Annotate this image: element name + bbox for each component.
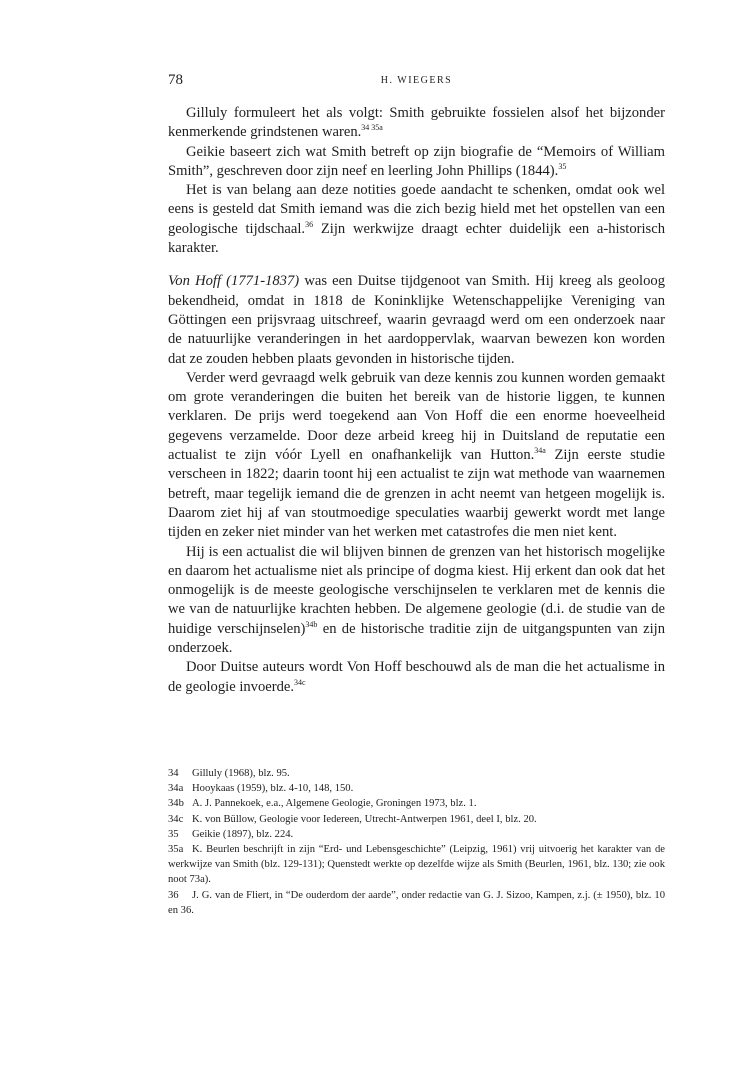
paragraph-5: Verder werd gevraagd welk gebruik van deze kennis zou kunnen worden gemaakt om grote veranderingen die buiten het bereik van de historie liggen, te kunnen verklaren. De prijs werd toegekend aan Von Hoff die een enorme hoeveelheid gegevens verzamelde. Door deze arbeid kreeg hij in Duitsland de reputatie een actualist te zijn vóór Lyell en onafhankelijk van Hutton.$^{34a}$ Zijn eerste studie verscheen in 1822; daarin toont hij een actualist te zijn wat methode van waarnemen betreft, maar tegelijk iemand die de grenzen in acht neemt van hetgeen mogelijk is. Daarom ziet hij af van stoutmoedige speculaties waarbij gewerkt wordt met lange tijden en zeker niet minder van het werken met catastrofes die men niet kent. <box>168 369 665 541</box>
footnote-ref-34a: 34a <box>534 446 546 456</box>
footnote-number: 36 <box>168 889 179 901</box>
page-header <box>168 72 665 92</box>
footnotes <box>168 766 665 918</box>
running-head: H. WIEGERS <box>380 75 453 86</box>
footnote <box>168 781 665 796</box>
body-text <box>168 104 665 697</box>
footnote-text: Geikie (1897), blz. 224. <box>192 828 294 840</box>
footnote-ref-34c: 34c <box>294 677 306 687</box>
paragraph-3: Het is van belang aan deze notities goede aandacht te schenken, omdat ook wel eens is gesteld dat Smith iemand was die zich bezig hield met het opstellen van een geologische tijdschaal.$^{36}$ Zijn werkwijze draagt echter duidelijk een a-historisch karakter. <box>168 182 665 257</box>
footnote-text: Gilluly (1968), blz. 95. <box>192 768 290 779</box>
footnote <box>168 812 665 827</box>
paragraph-4: Von Hoff (1771-1837) was een Duitse tijdgenoot van Smith. Hij kreeg als geoloog bekendheid, omdat in 1818 de Koninklijke Wetenschappelijke Vereniging van Göttingen een prijsvraag uitschreef, waarin gevraagd werd om een onderzoek naar de natuurlijke veranderingen in het aardoppervlak, waarvan bewezen kon worden dat ze zouden hebben plaats gevonden in historische tijden. <box>168 273 665 367</box>
footnote-text: K. Beurlen beschrijft in zijn “Erd- und Lebensgeschichte” (Leipzig, 1961) vrij uitvoerig het karakter van de werkwijze van Smith (blz. 129-131); Quenstedt werkte op dezelfde wijze als Smith (Beurlen, 1961, blz. 130; zie ook noot 73a). <box>168 844 665 886</box>
footnote-number: 35 <box>168 828 179 840</box>
footnote-number: 35a <box>168 844 184 856</box>
paragraph-1: Gilluly formuleert het als volgt: Smith gebruikte fossielen alsof het bijzonder kenmerkende grindstenen waren.$^{34 35a}$ <box>168 105 665 141</box>
footnote <box>168 842 665 888</box>
paragraph-2: Geikie baseert zich wat Smith betreft op zijn biografie de “Memoirs of William Smith”, geschreven door zijn neef en leerling John Phillips (1844).$^{35}$ <box>168 143 665 179</box>
footnote-number: 34b <box>168 798 184 810</box>
footnote-text: K. von Büllow, Geologie voor Iedereen, Utrecht-Antwerpen 1961, deel I, blz. 20. <box>192 813 537 825</box>
footnote-ref-35: 35 <box>558 162 567 172</box>
paragraph-7: Door Duitse auteurs wordt Von Hoff beschouwd als de man die het actualisme in de geologie invoerde.$^{34c}$ <box>168 659 665 695</box>
footnote-number: 34 <box>168 768 179 779</box>
footnote-number: 34c <box>168 813 184 825</box>
footnote-text: Hooykaas (1959), blz. 4-10, 148, 150. <box>192 783 354 795</box>
footnote-ref-34-35a: 34 35a <box>361 123 383 133</box>
page-number: 78 <box>168 72 183 88</box>
footnote-number: 34a <box>168 783 184 795</box>
footnote <box>168 827 665 842</box>
von-hoff-name: Von Hoff (1771-1837) <box>168 273 300 290</box>
footnote-text: A. J. Pannekoek, e.a., Algemene Geologie, Groningen 1973, blz. 1. <box>192 798 477 810</box>
footnote <box>168 766 665 781</box>
footnote-ref-34b: 34b <box>305 619 318 629</box>
paragraph-6: Hij is een actualist die wil blijven binnen de grenzen van het historisch mogelijke en daarom het actualisme niet als principe of dogma kiest. Hij erkent dan ook dat het onmogelijk is de meeste geologische verschijnselen te verklaren met de kennis die we van de natuurlijke krachten hebben. De algemene geologie (d.i. de studie van de huidige verschijnselen)$^{34b}$ en de historische traditie zijn de uitgangspunten van zijn onderzoek. <box>168 543 665 657</box>
footnote-text: J. G. van de Fliert, in “De ouderdom der aarde”, onder redactie van G. J. Sizoo, Kampen, z.j. (± 1950), blz. 10 en 36. <box>168 889 665 916</box>
footnote-ref-36: 36 <box>305 219 314 229</box>
footnote <box>168 796 665 811</box>
footnote <box>168 888 665 918</box>
